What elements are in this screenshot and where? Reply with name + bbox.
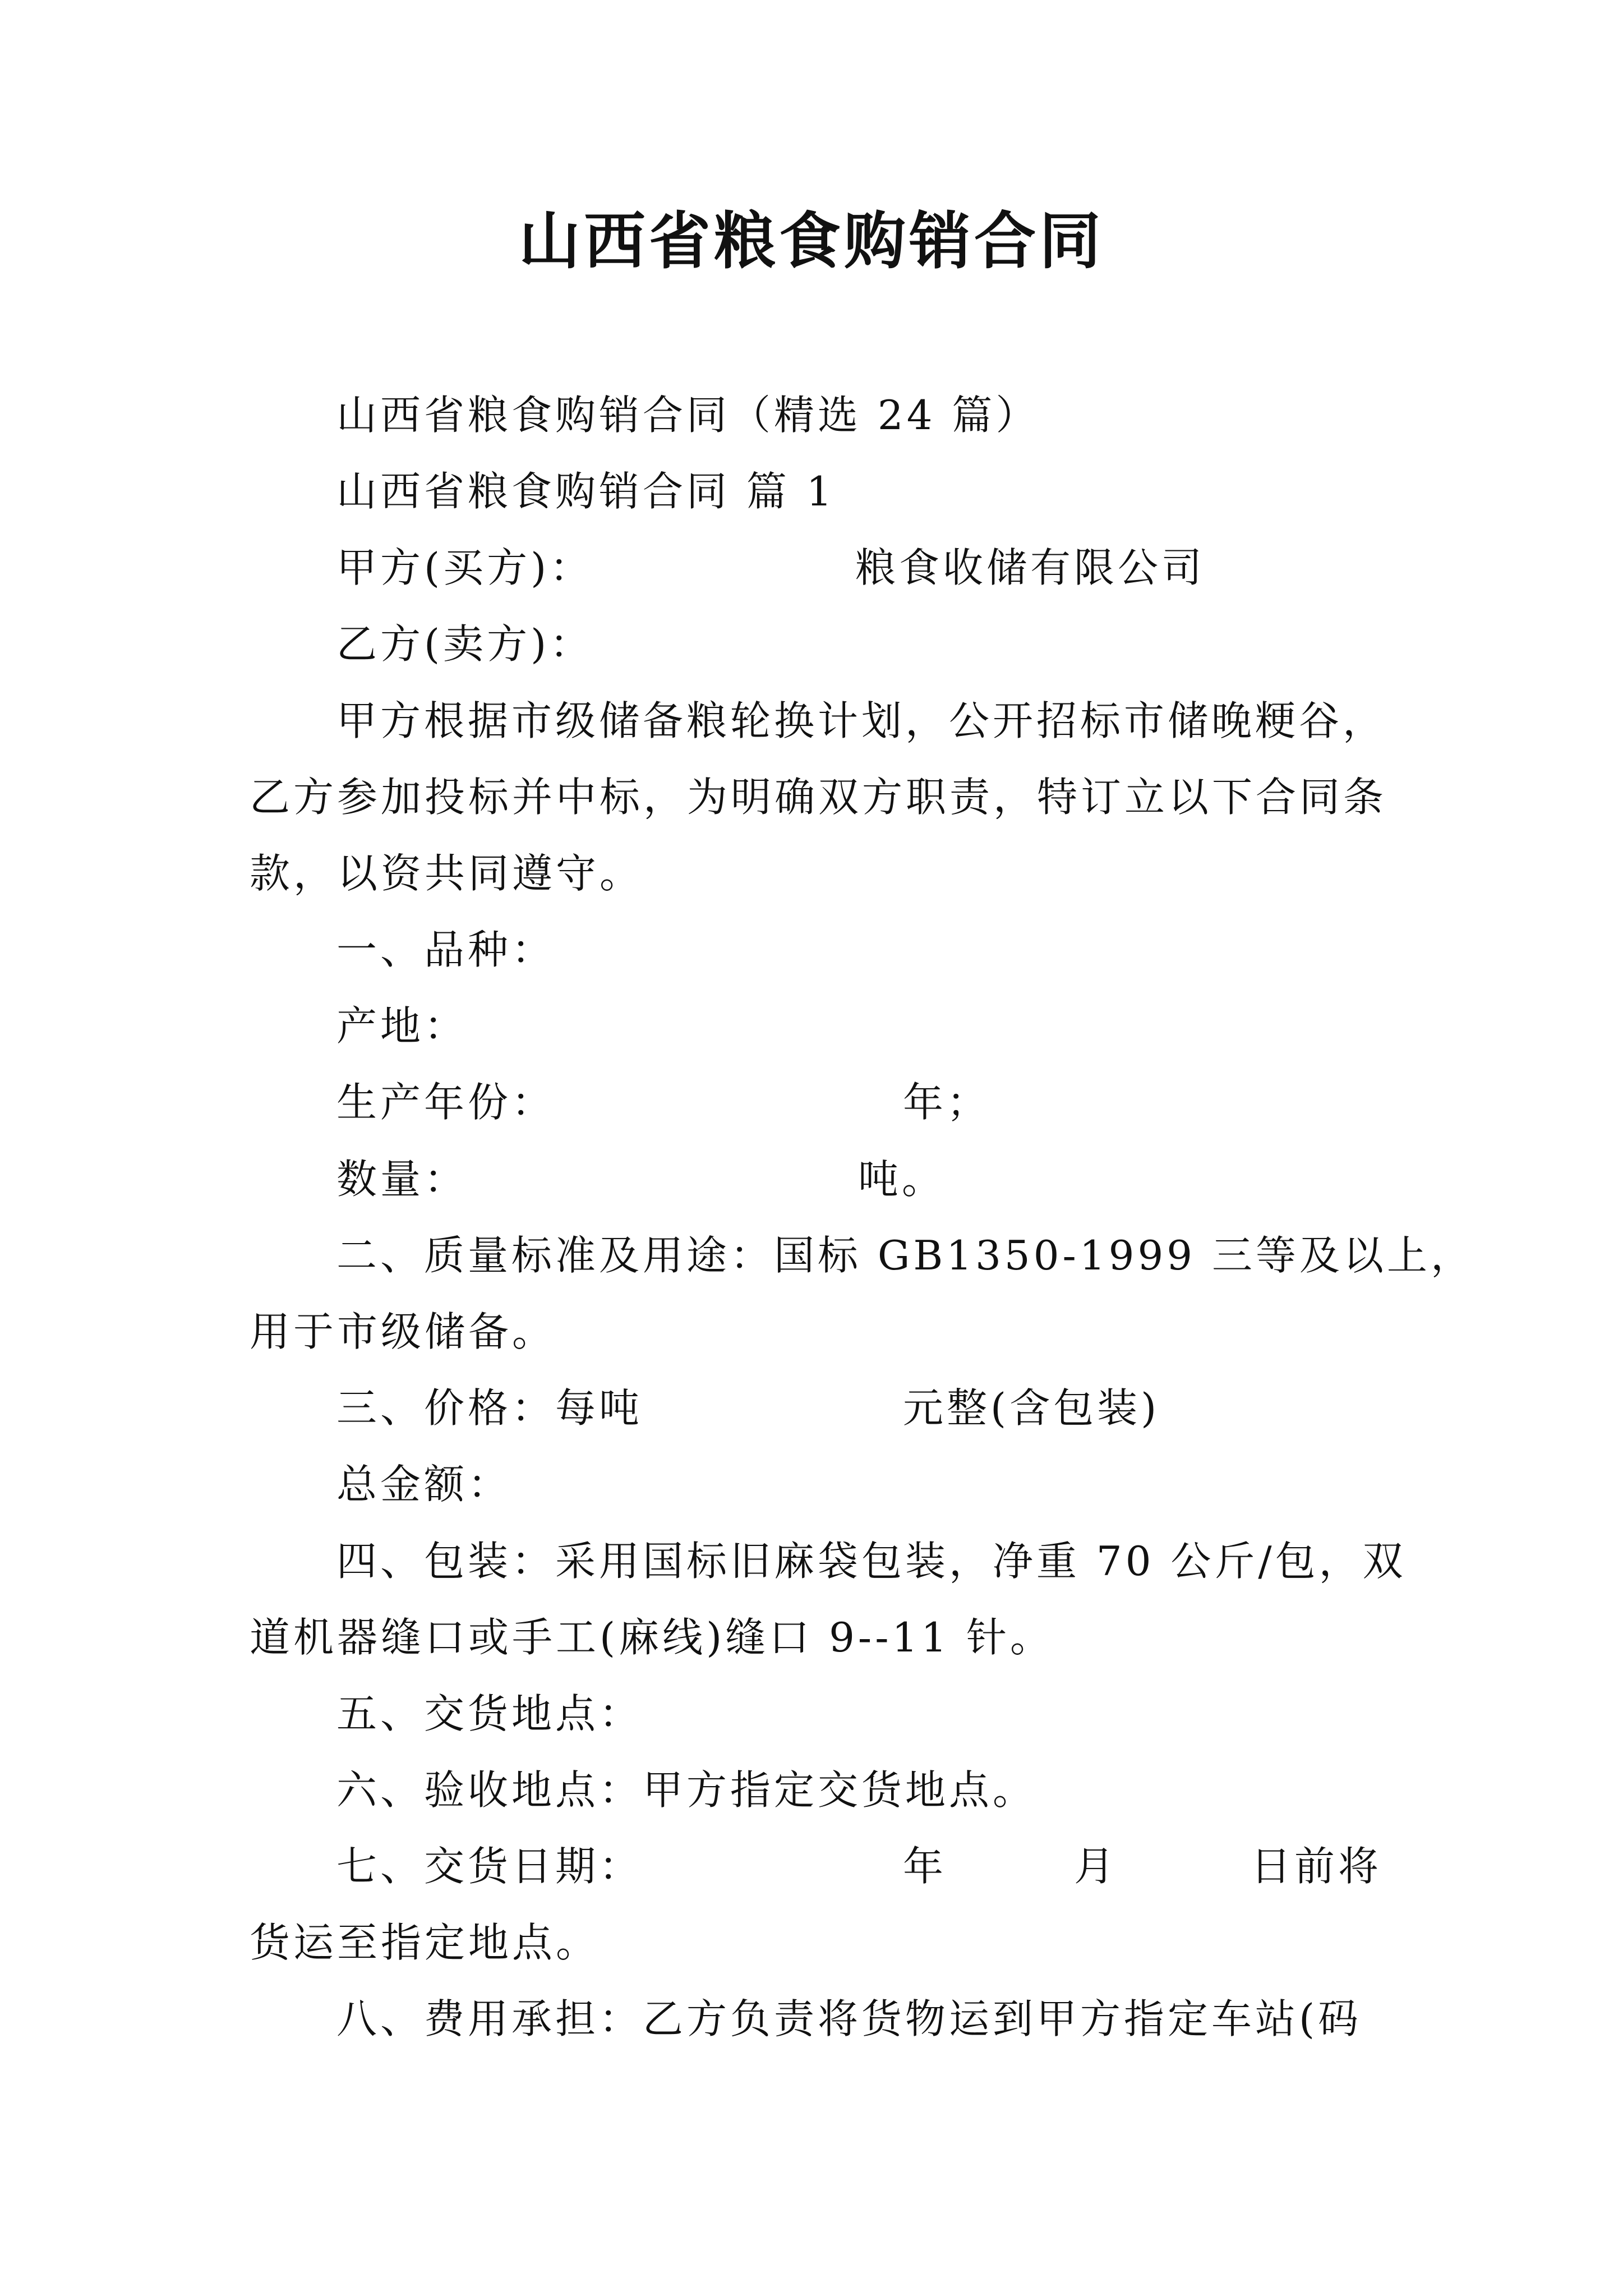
item-variety: 一、品种： xyxy=(336,926,556,973)
party-a-name: 粮食收储有限公司 xyxy=(855,544,1206,591)
document-title: 山西省粮食购销合同 xyxy=(519,205,1104,277)
item-year-label: 生产年份： xyxy=(336,1079,556,1126)
intro-paragraph-line2: 乙方参加投标并中标，为明确双方职责，特订立以下合同条 xyxy=(250,774,1387,821)
item-delivery-year: 年 xyxy=(903,1843,947,1890)
intro-paragraph-line3: 款，以资共同遵守。 xyxy=(250,850,644,897)
item-price-unit: 元整(含包装) xyxy=(903,1384,1160,1432)
section-heading: 山西省粮食购销合同 篇 1 xyxy=(336,468,836,515)
item-origin: 产地： xyxy=(336,1002,468,1050)
item-delivery-day: 日前将 xyxy=(1251,1843,1382,1890)
item-delivery-date-label: 七、交货日期： xyxy=(336,1843,643,1890)
intro-paragraph-line1: 甲方根据市级储备粮轮换计划，公开招标市储晚粳谷， xyxy=(336,697,1387,744)
item-costs-line1: 八、费用承担：乙方负责将货物运到甲方指定车站(码 xyxy=(336,1995,1362,2042)
item-price-label: 三、价格：每吨 xyxy=(336,1384,643,1432)
party-b-label: 乙方(卖方)： xyxy=(336,620,594,668)
item-packaging-line2: 道机器缝口或手工(麻线)缝口 9--11 针。 xyxy=(250,1614,1054,1661)
item-year-unit: 年； xyxy=(903,1079,991,1126)
item-inspection-place: 六、验收地点：甲方指定交货地点。 xyxy=(336,1766,1037,1814)
item-delivery-place: 五、交货地点： xyxy=(336,1690,643,1737)
item-delivery-date-line2: 货运至指定地点。 xyxy=(250,1919,600,1966)
party-a-label: 甲方(买方)： xyxy=(336,544,594,591)
item-quality-line2: 用于市级储备。 xyxy=(250,1308,556,1355)
item-quality-line1: 二、质量标准及用途：国标 GB1350-1999 三等及以上， xyxy=(336,1232,1474,1279)
item-delivery-month: 月 xyxy=(1074,1843,1118,1890)
item-packaging-line1: 四、包装：采用国标旧麻袋包装，净重 70 公斤/包，双 xyxy=(336,1538,1407,1585)
item-total-amount: 总金额： xyxy=(336,1461,512,1508)
item-quantity-label: 数量： xyxy=(336,1156,468,1203)
item-quantity-unit: 吨。 xyxy=(858,1156,946,1203)
subtitle: 山西省粮食购销合同（精选 24 篇） xyxy=(336,392,1040,439)
